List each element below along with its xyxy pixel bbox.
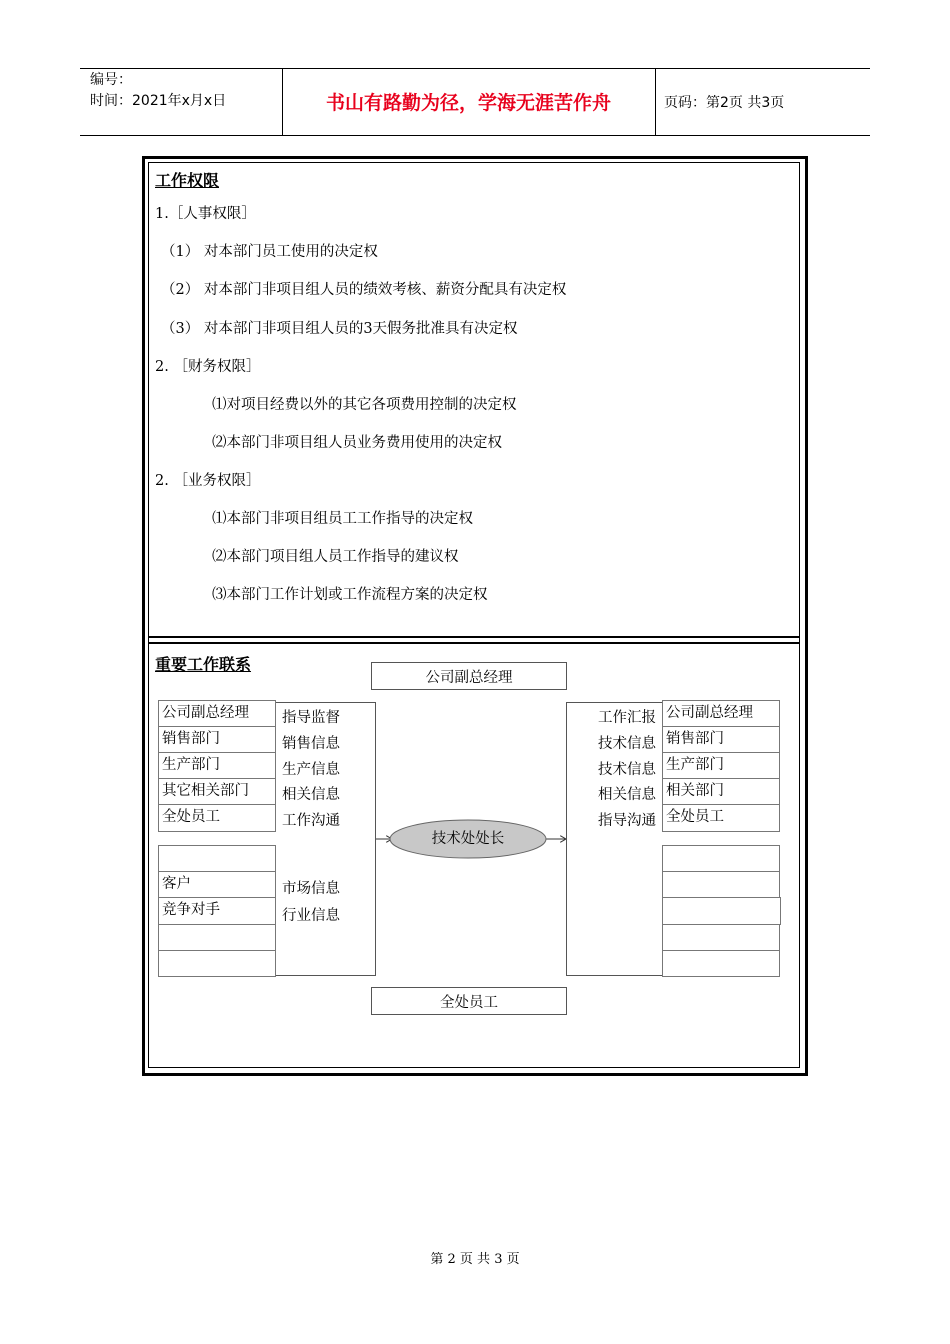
right-party-cell: 全处员工 (662, 804, 780, 832)
left-party-cell: 生产部门 (158, 752, 276, 779)
left-content: 工作沟通 (282, 813, 340, 829)
right-content: 技术信息 (598, 736, 656, 752)
relations-title: 重要工作联系 (155, 655, 252, 674)
page-footer: 第 2 页 共 3 页 (430, 1252, 520, 1267)
left-content: 指导监督 (282, 710, 340, 726)
authority-heading-business: 2. ［业务权限］ (155, 473, 261, 489)
right-party-cell: 销售部门 (662, 726, 780, 753)
time-label: 时间：2021年x月x日 (90, 93, 227, 109)
right-party-cell: 相关部门 (662, 778, 780, 805)
left-content: 生产信息 (282, 762, 340, 778)
header-motto: 书山有路勤为径，学海无涯苦作舟 (325, 92, 611, 114)
right-external-cell (662, 950, 780, 977)
right-content: 指导沟通 (598, 813, 656, 829)
authority-item: （2） 对本部门非项目组人员的绩效考核、薪资分配具有决定权 (161, 282, 567, 298)
right-party-cell: 公司副总经理 (662, 700, 780, 727)
left-party-cell: 公司副总经理 (158, 700, 276, 727)
right-content: 技术信息 (598, 762, 656, 778)
right-external-cell (662, 845, 780, 872)
header-page-number: 页码：第2页 共3页 (664, 95, 785, 111)
right-external-cell (662, 871, 780, 898)
top-box-label: 公司副总经理 (425, 670, 513, 686)
authority-title: 工作权限 (155, 171, 220, 190)
authority-item: ⑵本部门项目组人员工作指导的建议权 (212, 549, 459, 565)
right-content: 工作汇报 (598, 710, 656, 726)
right-content: 相关信息 (598, 787, 656, 803)
number-label: 编号： (90, 72, 132, 88)
right-external-cell (662, 924, 780, 951)
authority-item: ⑴本部门非项目组员工工作指导的决定权 (212, 511, 473, 527)
left-external-cell (158, 924, 276, 951)
authority-heading-finance: 2. ［财务权限］ (155, 359, 261, 375)
authority-item: （3） 对本部门非项目组人员的3天假务批准具有决定权 (161, 321, 518, 337)
left-external-cell: 客户 (158, 871, 276, 898)
bottom-box-label: 全处员工 (440, 995, 498, 1011)
left-external-cell (158, 950, 276, 977)
left-party-cell: 销售部门 (158, 726, 276, 753)
left-external-cell (158, 845, 276, 872)
authority-item: ⑵本部门非项目组人员业务费用使用的决定权 (212, 435, 502, 451)
left-external-content: 市场信息 (282, 881, 340, 897)
left-party-cell: 其它相关部门 (158, 778, 276, 805)
authority-item: （1） 对本部门员工使用的决定权 (161, 244, 378, 260)
left-external-cell: 竞争对手 (158, 897, 276, 925)
right-party-cell: 生产部门 (662, 752, 780, 779)
left-content: 相关信息 (282, 787, 340, 803)
right-external-cell (662, 897, 781, 925)
authority-item: ⑴对项目经费以外的其它各项费用控制的决定权 (212, 397, 517, 413)
authority-heading-hr: 1.［人事权限］ (155, 206, 256, 222)
left-party-cell: 全处员工 (158, 804, 276, 832)
left-content: 销售信息 (282, 736, 340, 752)
left-external-content: 行业信息 (282, 908, 340, 924)
authority-item: ⑶本部门工作计划或工作流程方案的决定权 (212, 587, 488, 603)
center-label: 技术处处长 (431, 831, 505, 847)
